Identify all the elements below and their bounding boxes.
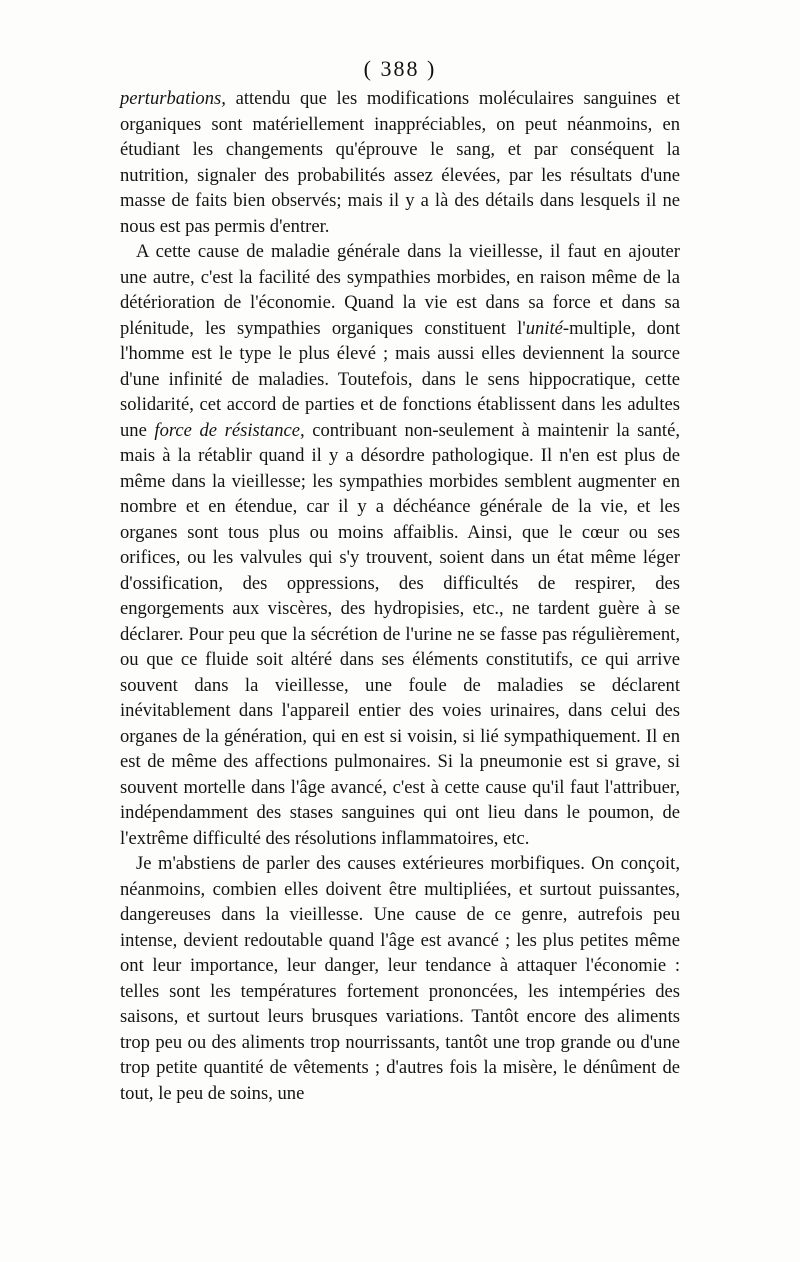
text-segment: attendu que les modifications moléculaires sanguines et organiques sont matériellement inappréciables, on peut néanmoins, en étudiant les changements qu'éprouve le sang, et par conséquent la nutrition, signaler des probabilités assez élevées, par les résultats d'une masse de faits bien observés; mais il y a là des détails dans lesquels il ne nous est pas permis d'entrer. — [120, 88, 680, 237]
text-segment: A cette cause de maladie générale dans la vieillesse, il faut en ajouter une autre, c'est la facilité des sympathies morbides, en raison même de la détérioration de l'économie. Quand la vie est dans sa force et dans sa plénitude, les sympathies organiques constituent l' — [120, 241, 680, 339]
text-segment: Je m'abstiens de parler des causes extérieures morbifiques. On conçoit, néanmoins, combien elles doivent être multipliées, et surtout puissantes, dangereuses dans la vieillesse. Une cause de ce genre, autrefois peu intense, devient redoutable quand l'âge est avancé ; les plus petites même ont leur importance, leur danger, leur tendance à attaquer l'économie : telles sont les températures fortement prononcées, les intempéries des saisons, et surtout leurs brusques variations. Tantôt encore des aliments trop peu ou des aliments trop nourrissants, tantôt une trop grande ou d'une trop petite quantité de vêtements ; d'autres fois la misère, le dénûment de tout, le peu de soins, une — [120, 853, 680, 1104]
paragraph-3 — [120, 851, 680, 1106]
body-text — [120, 86, 680, 1106]
text-segment: force de résistance, — [154, 419, 305, 441]
text-segment: -multiple, dont l'homme est le type le plus élevé ; mais aussi elles deviennent la source d'une infinité de maladies. Toutefois, dans le sens hippocratique, cette solidarité, cet accord de parties et de fonctions établissent dans les adultes une — [120, 317, 680, 441]
paragraph-1 — [120, 86, 680, 239]
paragraph-2 — [120, 239, 680, 851]
text-segment: perturbations, — [120, 88, 226, 109]
text-segment: unité — [525, 317, 563, 339]
page-number: ( 388 ) — [363, 56, 437, 81]
text-segment: contribuant non-seulement à maintenir la santé, mais à la rétablir quand il y a désordre pathologique. Il n'en est plus de même dans la vieillesse; les sympathies morbides semblent augmenter en nombre et en étendue, car il y a déchéance générale de la vie, et les organes sont tous plus ou moins affaiblis. Ainsi, que le cœur ou ses orifices, ou les valvules qui s'y trouvent, soient dans un état même léger d'ossification, des oppressions, des difficultés de respirer, des engorgements aux viscères, des hydropisies, etc., ne tardent guère à se déclarer. Pour peu que la sécrétion de l'urine ne se fasse pas régulièrement, ou que ce fluide soit altéré dans ses éléments constitutifs, ce qui arrive souvent dans la vieillesse, une foule de maladies se déclarent inévitablement dans l'appareil entier des voies urinaires, dans celui des organes de la génération, qui en est si voisin, si lié sympathiquement. Il en est de même des affections pulmonaires. Si la pneumonie est si grave, si souvent mortelle dans l'âge avancé, c'est à cette cause qu'il faut l'attribuer, indépendamment des stases sanguines qui ont lieu dans le poumon, de l'extrême difficulté des résolutions inflammatoires, etc. — [120, 419, 681, 849]
